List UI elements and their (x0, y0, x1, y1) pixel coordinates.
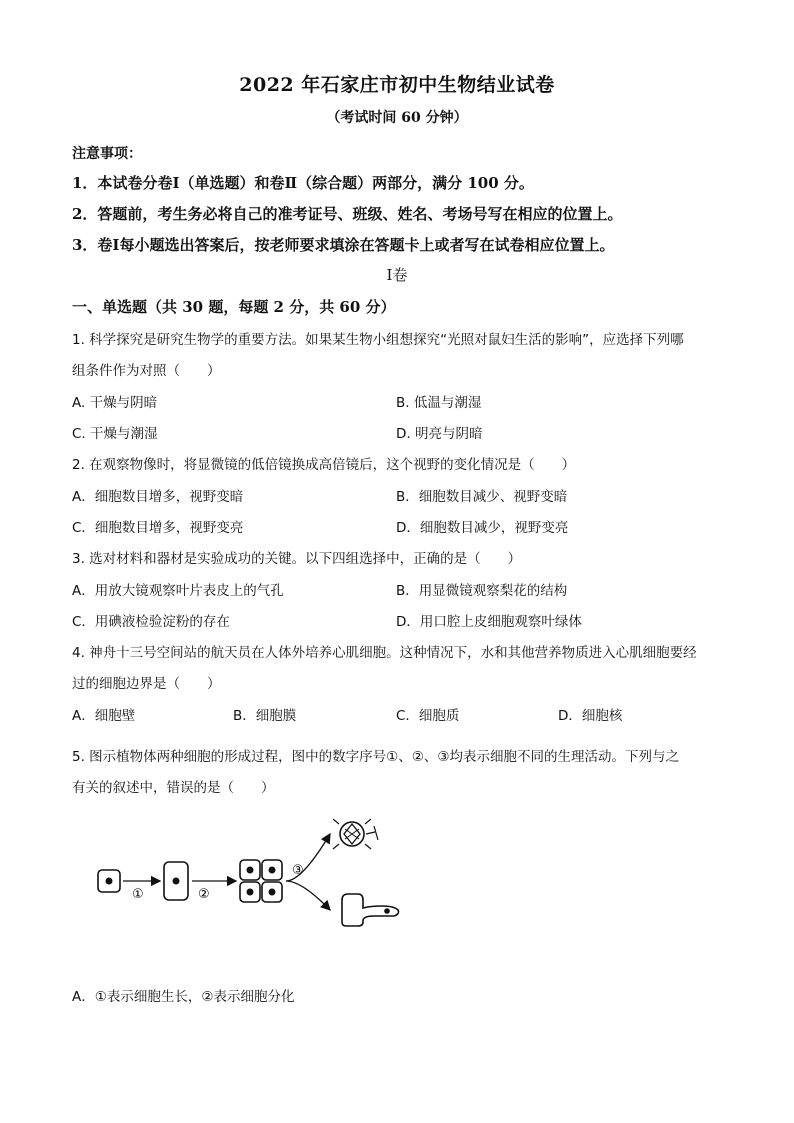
section-heading: 一、单选题（共 30 题，每题 2 分，共 60 分） (72, 298, 396, 316)
question-5-text: 5. 图示植物体两种细胞的形成过程，图中的数字序号①、②、③均表示细胞不同的生理活动。下列与之 (72, 749, 679, 765)
cell-formation-diagram (90, 810, 430, 950)
notice-item: 3．卷Ⅰ每小题选出答案后，按老师要求填涂在答题卡上或者写在试卷相应位置上。 (72, 236, 615, 254)
enlarged-cell-icon (164, 862, 188, 900)
question-4-option-b: B．细胞膜 (233, 708, 297, 724)
question-2-option-b: B．细胞数目减少、视野变暗 (396, 489, 568, 505)
question-1-text: 组条件作为对照（ ） (72, 363, 221, 379)
question-3-option-a: A．用放大镜观察叶片表皮上的气孔 (72, 583, 284, 599)
divided-cells-icon (240, 860, 282, 902)
notice-item: 2．答题前，考生务必将自己的准考证号、班级、姓名、考场号写在相应的位置上。 (72, 205, 623, 223)
question-1-option-a: A. 干燥与阴暗 (72, 395, 158, 411)
question-4-option-c: C．细胞质 (396, 708, 460, 724)
question-5-text: 有关的叙述中，错误的是（ ） (72, 780, 275, 796)
question-4-text: 4. 神舟十三号空间站的航天员在人体外培养心肌细胞。这种情况下，水和其他营养物质进入心肌细胞要经 (72, 645, 697, 661)
question-3-option-b: B．用显微镜观察梨花的结构 (396, 583, 568, 599)
notice-item: 1．本试卷分卷Ⅰ（单选题）和卷Ⅱ（综合题）两部分，满分 100 分。 (72, 174, 534, 192)
notice-heading: 注意事项： (72, 146, 142, 162)
question-4-option-d: D．细胞核 (558, 708, 623, 724)
step-label-3: ③ (292, 863, 304, 878)
step-label-2: ② (198, 887, 210, 902)
exam-title: 2022 年石家庄市初中生物结业试卷 (239, 74, 555, 96)
question-1-option-d: D. 明亮与阴暗 (396, 426, 483, 442)
pollen-cell-icon (333, 819, 378, 849)
question-2-option-c: C．细胞数目增多，视野变亮 (72, 520, 244, 536)
question-3-option-c: C．用碘液检验淀粉的存在 (72, 614, 230, 630)
question-5-option-a: A．①表示细胞生长，②表示细胞分化 (72, 989, 295, 1005)
question-3-option-d: D．用口腔上皮细胞观察叶绿体 (396, 614, 582, 630)
question-3-text: 3. 选对材料和器材是实验成功的关键。以下四组选择中，正确的是（ ） (72, 551, 522, 567)
question-2-option-d: D．细胞数目减少，视野变亮 (396, 520, 569, 536)
question-4-text: 过的细胞边界是（ ） (72, 676, 221, 692)
question-2-text: 2. 在观察物像时，将显微镜的低倍镜换成高倍镜后，这个视野的变化情况是（ ） (72, 457, 576, 473)
question-2-option-a: A．细胞数目增多，视野变暗 (72, 489, 244, 505)
arrow-3-down (286, 881, 330, 910)
exam-duration: （考试时间 60 分钟） (326, 110, 468, 126)
single-cell-icon (98, 870, 120, 892)
part-heading: Ⅰ卷 (386, 266, 408, 284)
question-1-option-c: C. 干燥与潮湿 (72, 426, 158, 442)
question-1-option-b: B. 低温与潮湿 (396, 395, 482, 411)
root-hair-cell-icon (342, 894, 399, 926)
question-4-option-a: A．细胞壁 (72, 708, 136, 724)
question-1-text: 1. 科学探究是研究生物学的重要方法。如果某生物小组想探究“光照对鼠妇生活的影响”，应选择下列哪 (72, 332, 684, 348)
step-label-1: ① (132, 887, 144, 902)
